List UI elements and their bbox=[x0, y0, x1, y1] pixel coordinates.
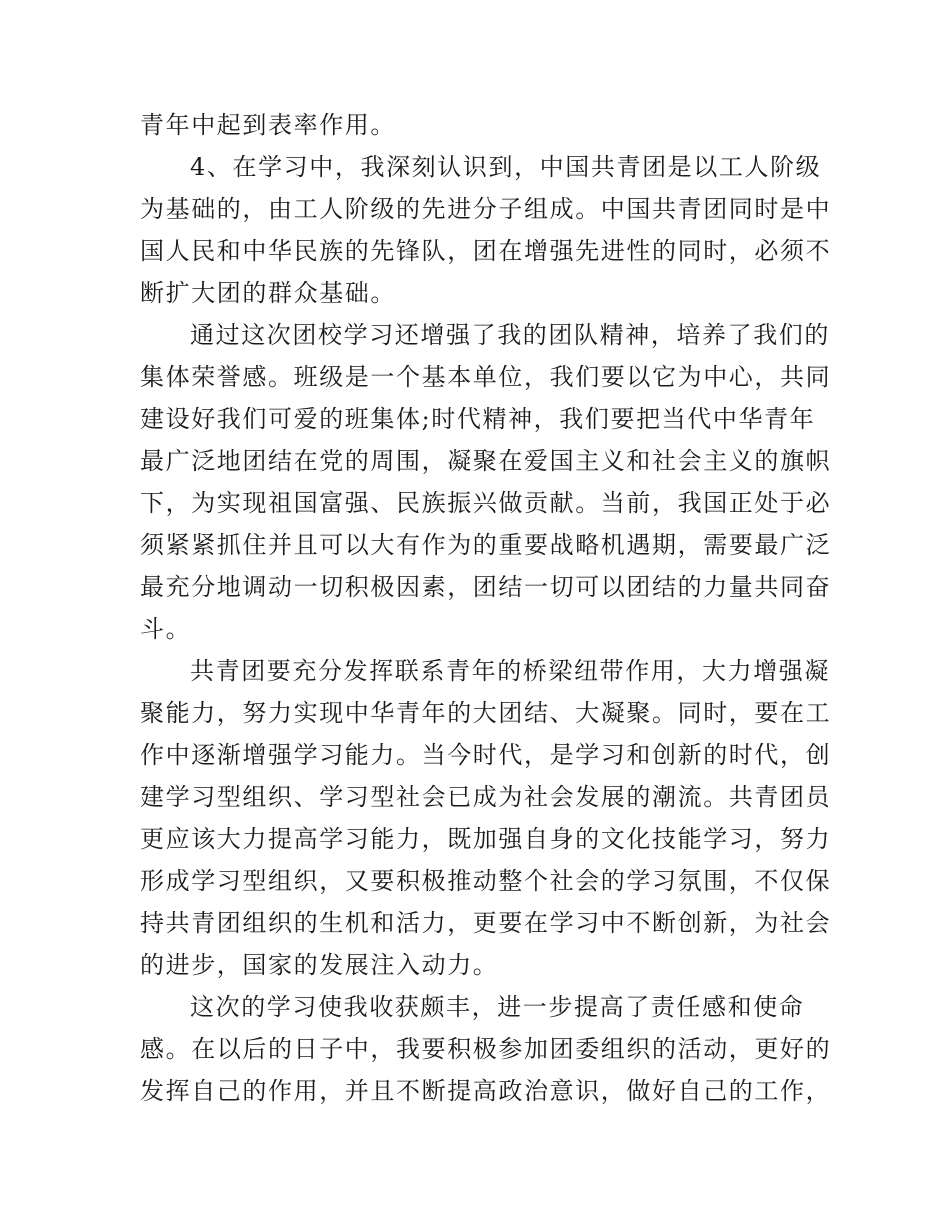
paragraph-4-line-1: 共青团要充分发挥联系青年的桥梁纽带作用，大力增强凝 bbox=[190, 657, 830, 685]
paragraph-2-line-3: 国人民和中华民族的先锋队，团在增强先进性的同时，必须不 bbox=[140, 237, 832, 265]
paragraph-3-line-1: 通过这次团校学习还增强了我的团队精神，培养了我们的 bbox=[190, 321, 830, 349]
paragraph-4-line-5: 更应该大力提高学习能力，既加强自身的文化技能学习，努力 bbox=[140, 825, 832, 853]
paragraph-3-line-8: 斗。 bbox=[140, 615, 192, 643]
paragraph-4-line-8: 的进步，国家的发展注入动力。 bbox=[140, 951, 499, 979]
paragraph-3-line-5: 下，为实现祖国富强、民族振兴做贡献。当前，我国正处于必 bbox=[140, 489, 832, 517]
paragraph-2-line-2: 为基础的，由工人阶级的先进分子组成。中国共青团同时是中 bbox=[140, 195, 832, 223]
paragraph-5-line-3: 发挥自己的作用，并且不断提高政治意识，做好自己的工作， bbox=[140, 1077, 832, 1105]
paragraph-4-line-4: 建学习型组织、学习型社会已成为社会发展的潮流。共青团员 bbox=[140, 783, 832, 811]
paragraph-3-line-7: 最充分地调动一切积极因素，团结一切可以团结的力量共同奋 bbox=[140, 573, 832, 601]
paragraph-3-line-6: 须紧紧抓住并且可以大有作为的重要战略机遇期，需要最广泛 bbox=[140, 531, 832, 559]
paragraph-4-line-3: 作中逐渐增强学习能力。当今时代，是学习和创新的时代，创 bbox=[140, 741, 832, 769]
paragraph-5-line-2: 感。在以后的日子中，我要积极参加团委组织的活动，更好的 bbox=[140, 1035, 832, 1063]
paragraph-4-line-2: 聚能力，努力实现中华青年的大团结、大凝聚。同时，要在工 bbox=[140, 699, 832, 727]
paragraph-3-line-3: 建设好我们可爱的班集体;时代精神，我们要把当代中华青年 bbox=[140, 405, 816, 433]
document-body bbox=[140, 104, 832, 1112]
paragraph-4-line-6: 形成学习型组织，又要积极推动整个社会的学习氛围，不仅保 bbox=[140, 867, 832, 895]
paragraph-2-line-4: 断扩大团的群众基础。 bbox=[140, 279, 396, 307]
paragraph-4-line-7: 持共青团组织的生机和活力，更要在学习中不断创新，为社会 bbox=[140, 909, 832, 937]
paragraph-5-line-1: 这次的学习使我收获颇丰，进一步提高了责任感和使命 bbox=[190, 993, 805, 1021]
paragraph-1-line-1: 青年中起到表率作用。 bbox=[140, 111, 396, 139]
paragraph-2-line-1: 4、在学习中，我深刻认识到，中国共青团是以工人阶级 bbox=[190, 153, 822, 181]
paragraph-3-line-4: 最广泛地团结在党的周围，凝聚在爱国主义和社会主义的旗帜 bbox=[140, 447, 832, 475]
paragraph-3-line-2: 集体荣誉感。班级是一个基本单位，我们要以它为中心，共同 bbox=[140, 363, 832, 391]
